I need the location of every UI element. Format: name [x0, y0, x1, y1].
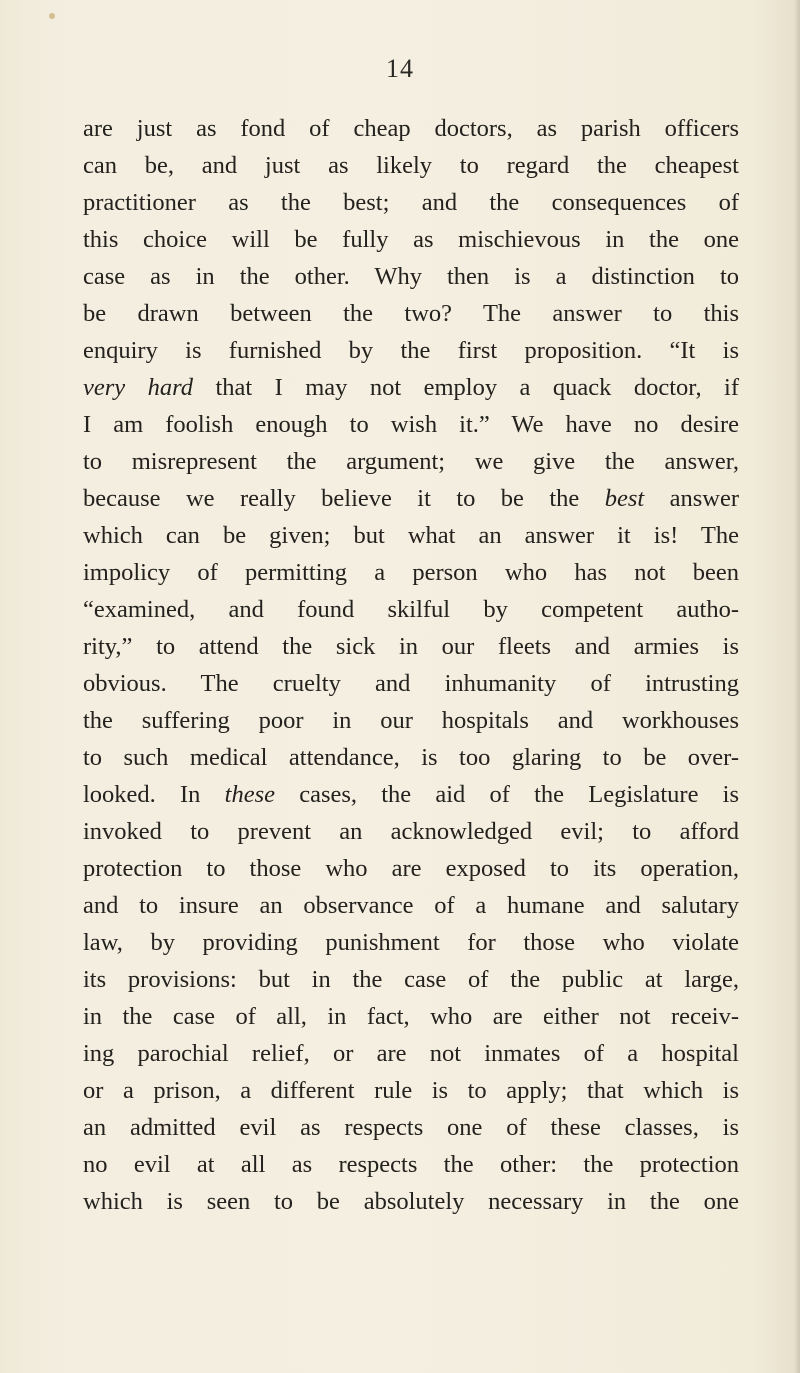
- text-line: I am foolish enough to wish it.” We have no desire: [83, 411, 739, 438]
- text-line: “examined, and found skilful by competent autho-: [83, 596, 739, 623]
- text-line: to misrepresent the argument; we give the answer,: [83, 448, 739, 475]
- text-line: this choice will be fully as mischievous in the one: [83, 226, 739, 253]
- text-line: protection to those who are exposed to its operation,: [83, 855, 739, 882]
- emphasis-text: best: [604, 485, 645, 512]
- text-line: practitioner as the best; and the consequences of: [83, 189, 739, 216]
- emphasis-text: very hard: [83, 374, 193, 401]
- text-line-part: answer: [644, 485, 739, 512]
- text-line: impolicy of permitting a person who has not been: [83, 559, 739, 586]
- text-line: obvious. The cruelty and inhumanity of intrusting: [83, 670, 739, 697]
- text-line: [83, 776, 739, 813]
- text-line-part: cases, the aid of the Legislature is: [274, 781, 740, 808]
- text-line: ing parochial relief, or are not inmates of a hospital: [83, 1040, 739, 1067]
- text-line: which is seen to be absolutely necessary in the one: [83, 1188, 739, 1215]
- text-line: in the case of all, in fact, who are either not receiv-: [83, 1003, 739, 1030]
- text-line-part: looked. In: [83, 781, 225, 808]
- text-line: be drawn between the two? The answer to this: [83, 300, 739, 327]
- text-line: [83, 480, 739, 517]
- body-text: [83, 110, 739, 1220]
- emphasis-text: these: [224, 781, 275, 808]
- text-line: no evil at all as respects the other: the protection: [83, 1151, 739, 1178]
- text-line-part: because we really believe it to be the: [83, 485, 605, 512]
- page-number: 14: [386, 54, 414, 83]
- ink-spot: [49, 13, 55, 19]
- text-line: and to insure an observance of a humane and salutary: [83, 892, 739, 919]
- text-line-part: that I may not employ a quack doctor, if: [215, 374, 739, 401]
- text-line: can be, and just as likely to regard the cheapest: [83, 152, 739, 179]
- text-line-part: enquiry is furnished by the first proposition. “It is: [83, 337, 739, 364]
- text-line: case as in the other. Why then is a distinction to: [83, 263, 739, 290]
- text-line: [83, 332, 739, 369]
- text-line: law, by providing punishment for those who violate: [83, 929, 739, 956]
- text-line: to such medical attendance, is too glaring to be over-: [83, 744, 739, 771]
- text-line: which can be given; but what an answer it is! The: [83, 522, 739, 549]
- text-line: [83, 369, 739, 406]
- text-line: or a prison, a different rule is to apply; that which is: [83, 1077, 739, 1104]
- text-line: its provisions: but in the case of the public at large,: [83, 966, 739, 993]
- text-line: an admitted evil as respects one of these classes, is: [83, 1114, 739, 1141]
- text-line: the suffering poor in our hospitals and workhouses: [83, 707, 739, 734]
- page-edge-shadow: [794, 0, 800, 1373]
- text-line: are just as fond of cheap doctors, as parish officers: [83, 115, 739, 142]
- text-line: rity,” to attend the sick in our fleets and armies is: [83, 633, 739, 660]
- text-line: invoked to prevent an acknowledged evil; to afford: [83, 818, 739, 845]
